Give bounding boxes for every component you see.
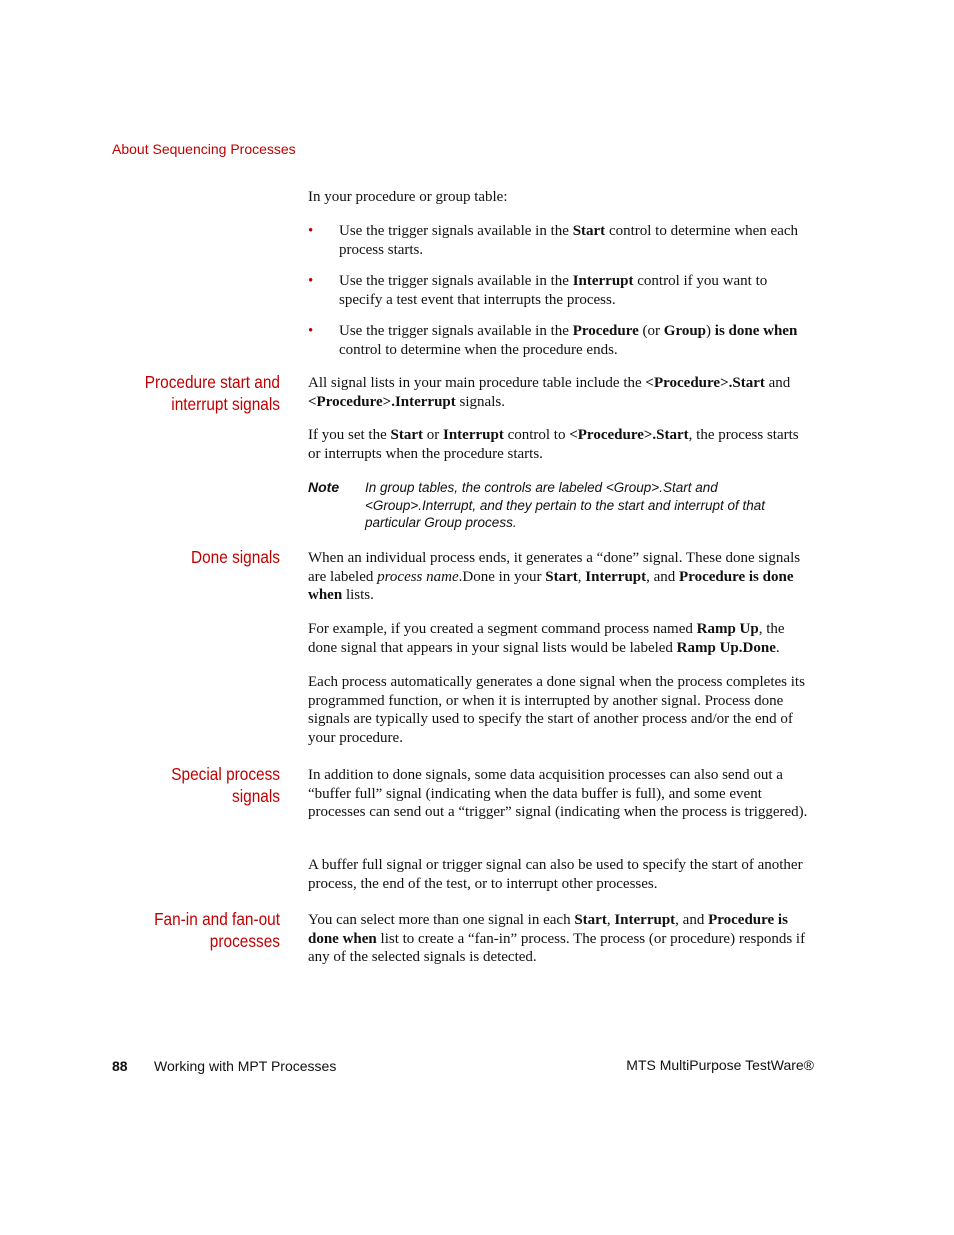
footer-chapter: Working with MPT Processes [154, 1058, 337, 1074]
footer-product: MTS MultiPurpose TestWare® [626, 1057, 814, 1073]
intro-lead: In your procedure or group table: [308, 189, 508, 205]
done-paragraph-3: Each process automatically generates a done signal when the process completes its programmed function, or when it is interrupted by another signal. Process done signals are typically used to specify the start of another process and/or the end of your procedure. [308, 674, 805, 747]
done-paragraph-2: For example, if you created a segment command process named Ramp Up, the done signal that appears in your signal lists would be labeled Ramp Up.Done. [308, 621, 785, 656]
bullet-text: Use the trigger signals available in the Interrupt control if you want to specify a test event that interrupts the process. [339, 273, 768, 308]
note-text: In group tables, the controls are labeled <Group>.Start and <Group>.Interrupt, and they pertain to the start and interrupt of that particular Group process. [365, 480, 765, 530]
note-label: Note [308, 479, 340, 495]
section-heading-done-signals: Done signals [190, 547, 280, 567]
special-paragraph-1: In addition to done signals, some data acquisition processes can also send out a “buffer full” signal (indicating when the data buffer is full), and some event processes can send out a “trigger” signal (indicating when the process is triggered). [308, 767, 808, 821]
bullet-icon: • [308, 223, 314, 239]
done-paragraph-1: When an individual process ends, it generates a “done” signal. These done signals are labeled process name.Done in your Start, Interrupt, and Procedure is done when lists. [308, 550, 801, 604]
page-number: 88 [112, 1058, 128, 1074]
section-heading-fan-in-out: Fan-in and fan-out processes [154, 909, 280, 951]
special-paragraph-2: A buffer full signal or trigger signal can also be used to specify the start of another process, the end of the test, or to interrupt other processes. [308, 857, 803, 892]
procedure-start-paragraph-2: If you set the Start or Interrupt control to <Procedure>.Start, the process starts or interrupts when the procedure starts. [308, 427, 799, 462]
procedure-start-paragraph-1: All signal lists in your main procedure table include the <Procedure>.Start and <Procedure>.Interrupt signals. [308, 375, 791, 410]
list-item [308, 272, 814, 309]
bullet-text: Use the trigger signals available in the Start control to determine when each process starts. [339, 223, 799, 258]
bullet-icon: • [308, 273, 314, 289]
list-item [308, 222, 814, 259]
section-header-link[interactable]: About Sequencing Processes [112, 141, 296, 157]
list-item [308, 322, 814, 359]
bullet-text: Use the trigger signals available in the Procedure (or Group) is done when control to determine when the procedure ends. [339, 323, 798, 358]
section-heading-procedure-start: Procedure start and interrupt signals [144, 372, 280, 414]
section-heading-special-signals: Special process signals [171, 764, 280, 806]
bullet-icon: • [308, 323, 314, 339]
fan-paragraph-1: You can select more than one signal in each Start, Interrupt, and Procedure is done when list to create a “fan-in” process. The process (or procedure) responds if any of the selected signals is detected. [308, 912, 806, 966]
